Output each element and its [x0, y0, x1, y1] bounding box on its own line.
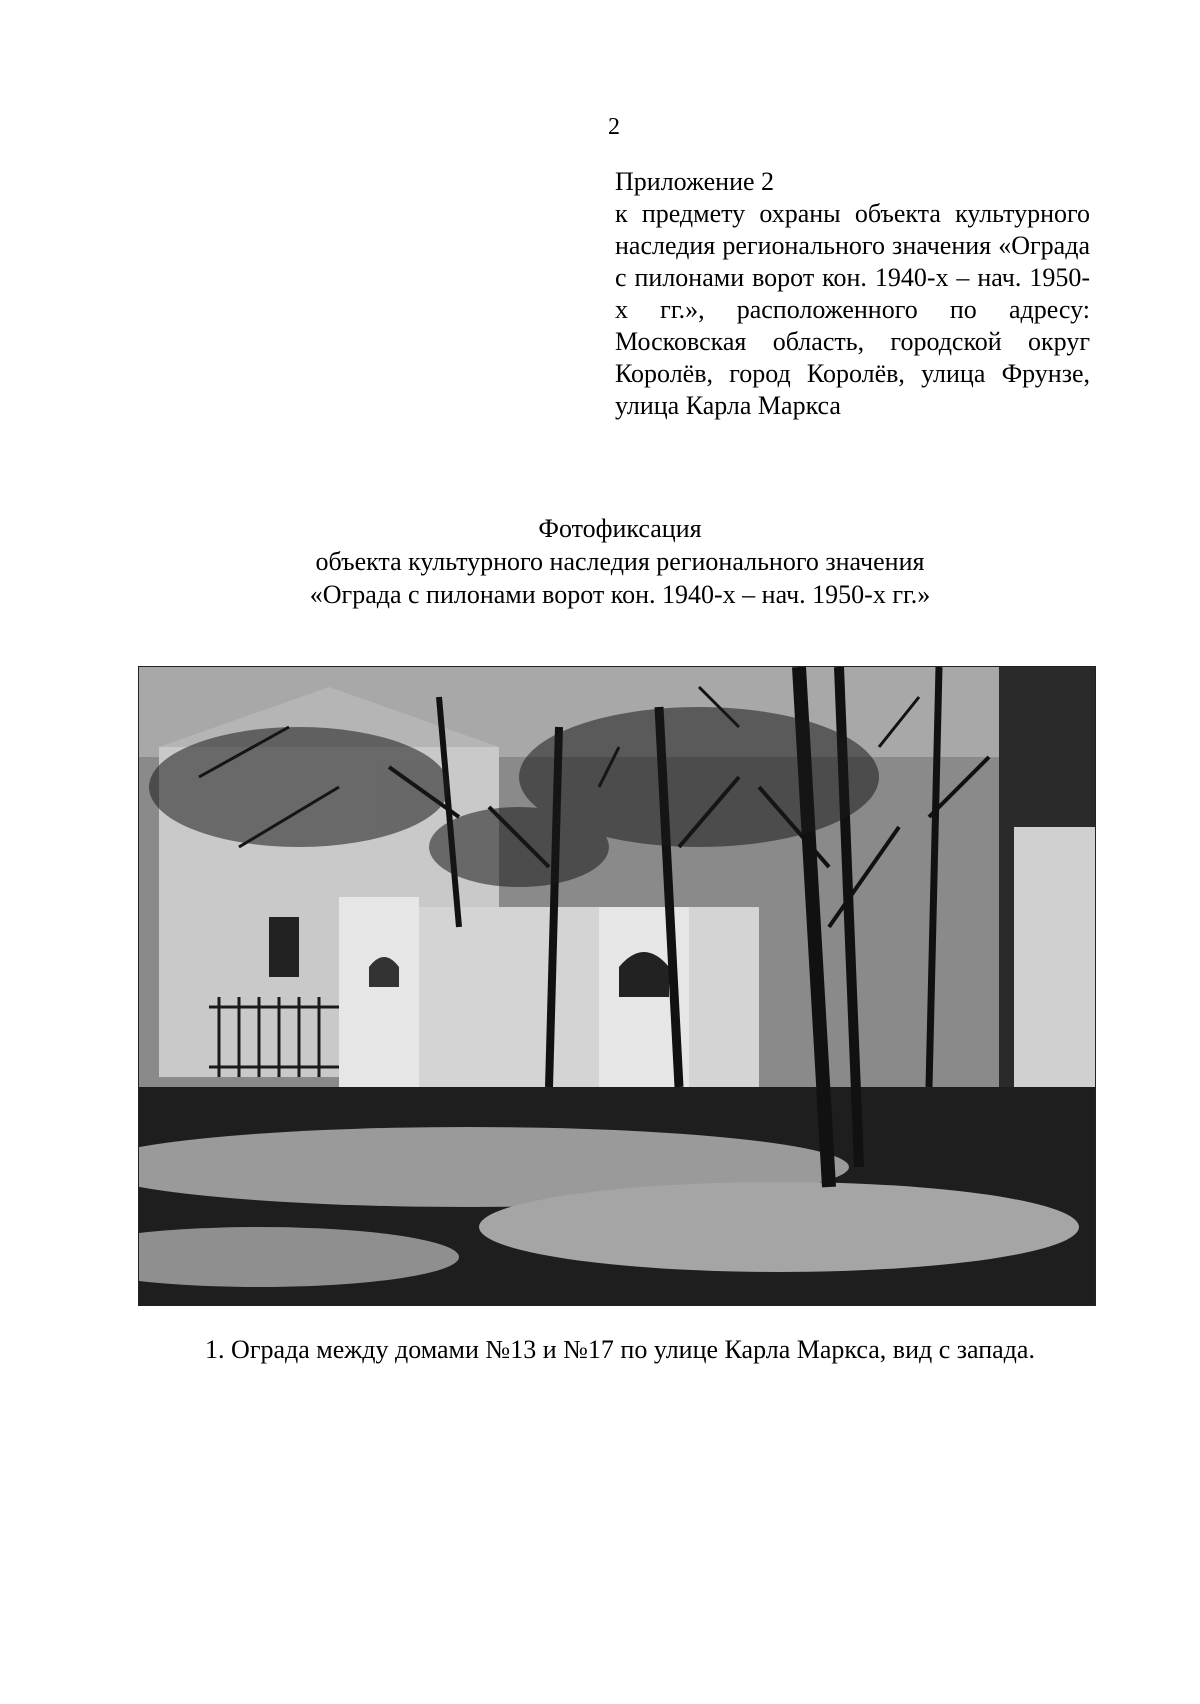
appendix-title: Приложение 2 — [615, 167, 775, 196]
appendix-body: к предмету охраны объекта культурного наследия регионального значения «Ограда с пилонами ворот кон. 1940-х – нач. 1950-х гг.», расположенного по адресу: Московская область, городской округ Королёв, город Королёв, улица Фрунзе, улица Карла Маркса — [615, 199, 1090, 420]
fence-photograph — [138, 666, 1096, 1306]
photo-caption: 1. Ограда между домами №13 и №17 по улице Карла Маркса, вид с запада. — [205, 1335, 1035, 1364]
document-heading — [130, 512, 1110, 611]
photo-illustration — [139, 667, 1095, 1305]
photo-building-right-wall — [1014, 827, 1095, 1087]
heading-line-1: Фотофиксация — [538, 514, 702, 543]
heading-line-3: «Ограда с пилонами ворот кон. 1940-х – нач. 1950-х гг.» — [309, 580, 931, 609]
heading-line-2: объекта культурного наследия регионального значения — [315, 547, 925, 576]
page-number: 2 — [608, 114, 620, 140]
photo-building-window — [269, 917, 299, 977]
photo-snow — [479, 1182, 1079, 1272]
appendix-block — [615, 166, 1090, 422]
